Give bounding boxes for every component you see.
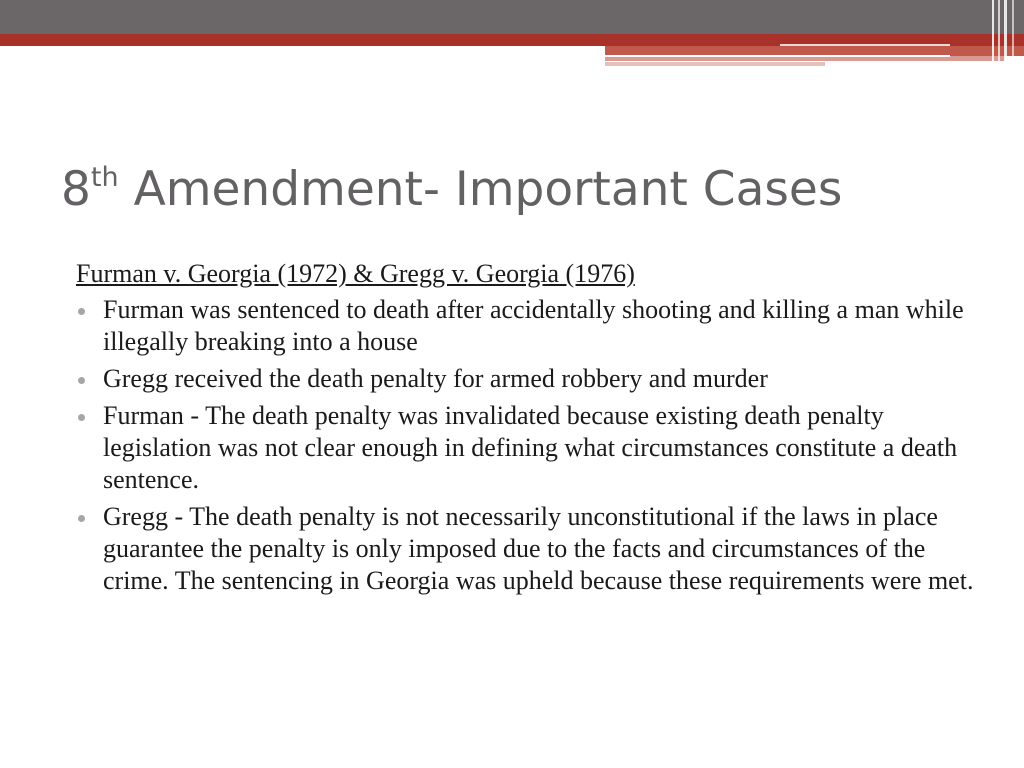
title-superscript: th [90,162,119,193]
cases-subheading: Furman v. Georgia (1972) & Gregg v. Georgia (1976) [76,259,635,288]
bullet-dot-icon [78,515,85,522]
slide-title [61,158,842,222]
bullet-list [76,294,976,597]
header-gray-band [0,0,1024,34]
bullet-dot-icon [78,308,85,315]
header-white-line [605,55,950,57]
header-vertical-strip [1012,0,1014,70]
bullet-item [76,363,976,395]
bullet-item [76,400,976,496]
header-vertical-strip [1004,0,1007,70]
bullet-dot-icon [78,377,85,384]
header-vertical-strip [998,0,1000,70]
bullet-text: Gregg received the death penalty for armed robbery and murder [103,364,768,393]
bullet-item [76,294,976,358]
bullet-dot-icon [78,414,85,421]
title-number: 8 [61,162,91,217]
bullet-text: Furman was sentenced to death after accidentally shooting and killing a man while illegally breaking into a house [103,295,964,356]
title-text: Amendment- Important Cases [133,162,843,217]
header-pink-bar-short [605,62,825,66]
header-vertical-strip [992,0,994,70]
header-white-line-upper [780,44,950,46]
slide-body [76,258,976,602]
bullet-text: Furman - The death penalty was invalidated because existing death penalty legislation was not clear enough in defining what circumstances constitute a death sentence. [103,401,958,494]
bullet-text: Gregg - The death penalty is not necessarily unconstitutional if the laws in place guarantee the penalty is only imposed due to the facts and circumstances of the crime. The sentencing in Georgia was upheld because these requirements were met. [103,502,974,595]
bullet-item [76,501,976,597]
